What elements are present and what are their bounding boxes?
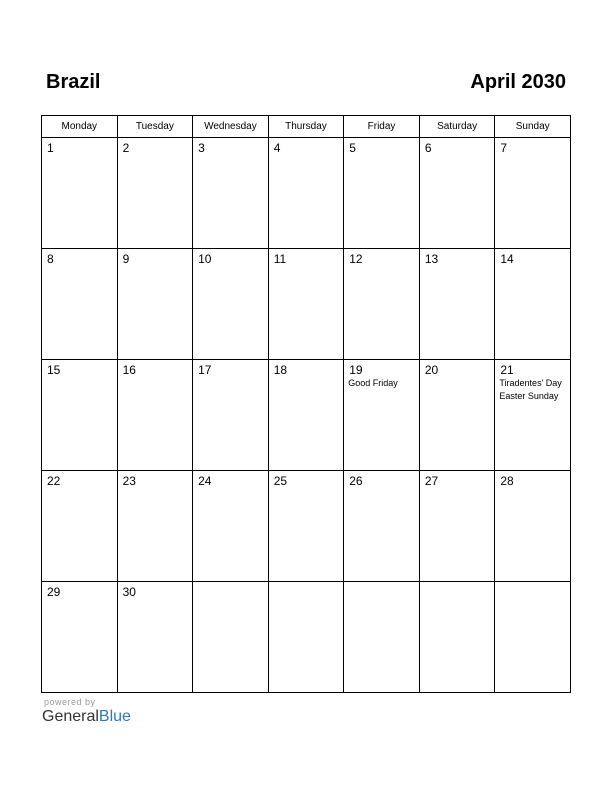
day-number: 3 <box>198 141 205 155</box>
day-number: 1 <box>47 141 54 155</box>
weekday-header: Saturday <box>419 116 495 138</box>
weekday-header: Sunday <box>495 116 571 138</box>
day-cell <box>495 360 571 471</box>
day-cell <box>419 360 495 471</box>
day-number: 21 <box>500 363 514 377</box>
day-number: 24 <box>198 474 212 488</box>
week-row <box>42 138 571 249</box>
day-number: 18 <box>273 363 288 377</box>
day-number: 10 <box>198 252 212 266</box>
day-number: 12 <box>349 252 363 266</box>
week-row <box>42 471 571 582</box>
day-cell <box>193 360 269 471</box>
logo-text-general: General <box>42 708 99 725</box>
day-number: 25 <box>273 474 288 488</box>
day-cell <box>268 360 344 471</box>
day-number: 29 <box>47 585 61 599</box>
day-number: 13 <box>424 252 439 266</box>
day-number: 5 <box>349 141 356 155</box>
day-cell <box>42 249 118 360</box>
holiday-label: Easter Sunday <box>499 391 559 401</box>
day-number: 2 <box>122 141 130 155</box>
day-cell <box>495 471 571 582</box>
day-cell <box>344 138 420 249</box>
weekday-header: Wednesday <box>193 116 269 138</box>
powered-by-text: powered by <box>44 697 96 707</box>
day-cell <box>495 138 571 249</box>
week-row <box>42 360 571 471</box>
day-number: 27 <box>424 474 439 488</box>
day-number: 30 <box>122 585 136 599</box>
day-number: 20 <box>424 363 439 377</box>
weekday-header: Tuesday <box>117 116 193 138</box>
day-number: 11 <box>273 252 287 266</box>
day-cell <box>117 471 193 582</box>
logo-text-blue: Blue <box>98 708 131 725</box>
month-title: April 2030 <box>470 71 566 93</box>
day-cell <box>42 471 118 582</box>
day-number: 17 <box>198 363 212 377</box>
day-number: 23 <box>122 474 136 488</box>
day-cell <box>117 138 193 249</box>
weekday-header: Thursday <box>268 116 344 138</box>
weekday-header-row <box>42 116 571 138</box>
day-number: 6 <box>424 141 432 155</box>
day-number: 14 <box>500 252 514 266</box>
day-cell-empty <box>344 582 420 693</box>
day-number: 7 <box>500 141 508 155</box>
generalblue-logo[interactable] <box>42 708 131 726</box>
weekday-header: Friday <box>344 116 420 138</box>
day-cell <box>42 138 118 249</box>
day-cell <box>193 249 269 360</box>
day-cell <box>42 360 118 471</box>
day-cell-empty <box>419 582 495 693</box>
day-cell-empty <box>193 582 269 693</box>
day-number: 16 <box>122 363 136 377</box>
day-cell <box>268 249 344 360</box>
country-title: Brazil <box>46 71 101 93</box>
day-cell <box>419 249 495 360</box>
day-number: 19 <box>349 363 363 377</box>
day-cell <box>193 138 269 249</box>
day-cell <box>344 249 420 360</box>
day-number: 9 <box>122 252 130 266</box>
day-cell <box>419 471 495 582</box>
day-cell-empty <box>268 582 344 693</box>
weekday-header: Monday <box>42 116 118 138</box>
week-row <box>42 249 571 360</box>
day-cell <box>344 471 420 582</box>
day-cell <box>495 249 571 360</box>
holiday-label: Tiradentes’ Day <box>499 378 562 388</box>
day-number: 22 <box>47 474 61 488</box>
day-cell-empty <box>495 582 571 693</box>
day-cell <box>117 249 193 360</box>
day-cell <box>42 582 118 693</box>
day-cell <box>419 138 495 249</box>
day-cell <box>193 471 269 582</box>
calendar-header <box>46 71 566 99</box>
day-cell <box>268 471 344 582</box>
week-row <box>42 582 571 693</box>
day-number: 26 <box>349 474 363 488</box>
holiday-label: Good Friday <box>348 378 398 388</box>
day-cell <box>117 582 193 693</box>
day-number: 8 <box>47 252 54 266</box>
day-number: 28 <box>500 474 514 488</box>
day-cell <box>117 360 193 471</box>
day-cell <box>268 138 344 249</box>
month-calendar-grid <box>41 115 571 693</box>
day-number: 4 <box>273 141 281 155</box>
day-number: 15 <box>47 363 61 377</box>
day-cell <box>344 360 420 471</box>
